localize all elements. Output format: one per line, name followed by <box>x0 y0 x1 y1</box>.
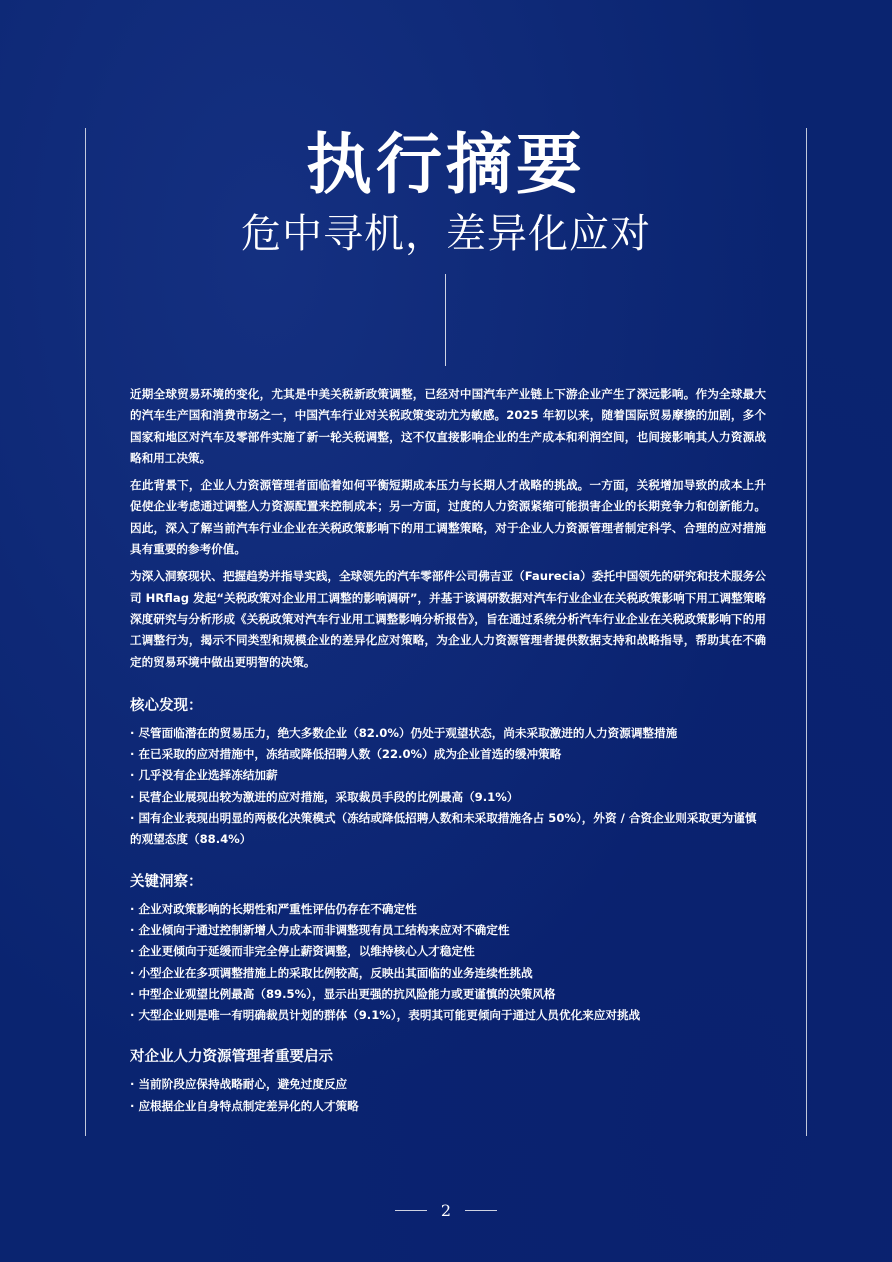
page-number: 2 <box>440 1200 452 1220</box>
list-item: · 中型企业观望比例最高（89.5%），显示出更强的抗风险能力或更谨慎的决策风格 <box>130 986 556 1001</box>
intro-paragraph-1: 近期全球贸易环境的变化，尤其是中美关税新政策调整，已经对中国汽车产业链上下游企业产生了深远影响。作为全球最大的汽车生产国和消费市场之一，中国汽车行业对关税政策变动尤为敏感。2025 年初以来，随着国际贸易摩擦的加剧，多个国家和地区对汽车及零部件实施了新一轮关税调整，这不仅直接影响企业的生产成本和利润空间，也间接影响其人力资源战略和用工决策。 <box>130 387 766 465</box>
summary-content <box>130 384 766 1117</box>
intro-paragraph-2: 在此背景下，企业人力资源管理者面临着如何平衡短期成本压力与长期人才战略的挑战。一方面，关税增加导致的成本上升促使企业考虑通过调整人力资源配置来控制成本；另一方面，过度的人力资源紧缩可能损害企业的长期竞争力和创新能力。因此，深入了解当前汽车行业企业在关税政策影响下的用工调整策略，对于企业人力资源管理者制定科学、合理的应对措施具有重要的参考价值。 <box>130 478 766 557</box>
left-border-line <box>85 128 86 1136</box>
center-divider <box>445 274 446 366</box>
page-footer <box>0 1198 892 1222</box>
page-subtitle: 危中寻机，差异化应对 <box>241 211 651 257</box>
implications-list <box>130 1074 766 1117</box>
list-item: · 尽管面临潜在的贸易压力，绝大多数企业（82.0%）仍处于观望状态，尚未采取激进的人力资源调整措施 <box>130 725 678 740</box>
list-item: · 企业对政策影响的长期性和严重性评估仍存在不确定性 <box>130 901 417 916</box>
page-title: 执行摘要 <box>306 126 586 203</box>
list-item: · 小型企业在多项调整措施上的采取比例较高，反映出其面临的业务连续性挑战 <box>130 965 533 980</box>
findings-heading: 核心发现： <box>130 697 203 714</box>
insights-heading: 关键洞察： <box>130 873 203 890</box>
intro-paragraph-3: 为深入洞察现状、把握趋势并指导实践，全球领先的汽车零部件公司佛吉亚（Faurecia）委托中国领先的研究和技术服务公司 HRflag 发起“关税政策对企业用工调整的影响调研”，并基于该调研数据对汽车行业企业在关税政策影响下用工调整策略深度研究与分析形成《关税政策对汽车行业用工调整影响分析报告》，旨在通过系统分析汽车行业企业在关税政策影响下的用工调整行为，揭示不同类型和规模企业的差异化应对策略，为企业人力资源管理者提供数据支持和战略指导，帮助其在不确定的贸易环境中做出更明智的决策。 <box>130 569 766 669</box>
list-item: · 当前阶段应保持战略耐心，避免过度反应 <box>130 1077 348 1092</box>
footer-dash-left <box>395 1210 427 1211</box>
list-item: · 民营企业展现出较为激进的应对措施，采取裁员手段的比例最高（9.1%） <box>130 789 519 804</box>
list-item: · 企业更倾向于延缓而非完全停止薪资调整，以维持核心人才稳定性 <box>130 944 475 959</box>
list-item: · 企业倾向于通过控制新增人力成本而非调整现有员工结构来应对不确定性 <box>130 922 510 937</box>
list-item: · 几乎没有企业选择冻结加薪 <box>130 768 278 783</box>
list-item: · 国有企业表现出明显的两极化决策模式（冻结或降低招聘人数和未采取措施各占 50%），外资 / 合资企业则采取更为谨慎的观望态度（88.4%） <box>130 811 757 847</box>
list-item: · 大型企业则是唯一有明确裁员计划的群体（9.1%），表明其可能更倾向于通过人员优化来应对挑战 <box>130 1008 641 1023</box>
insights-list <box>130 899 766 1027</box>
implications-heading: 对企业人力资源管理者重要启示 <box>130 1049 333 1066</box>
list-item: · 应根据企业自身特点制定差异化的人才策略 <box>130 1098 359 1113</box>
list-item: · 在已采取的应对措施中，冻结或降低招聘人数（22.0%）成为企业首选的缓冲策略 <box>130 747 562 762</box>
findings-list <box>130 723 766 851</box>
footer-dash-right <box>465 1210 497 1211</box>
right-border-line <box>806 128 807 1136</box>
